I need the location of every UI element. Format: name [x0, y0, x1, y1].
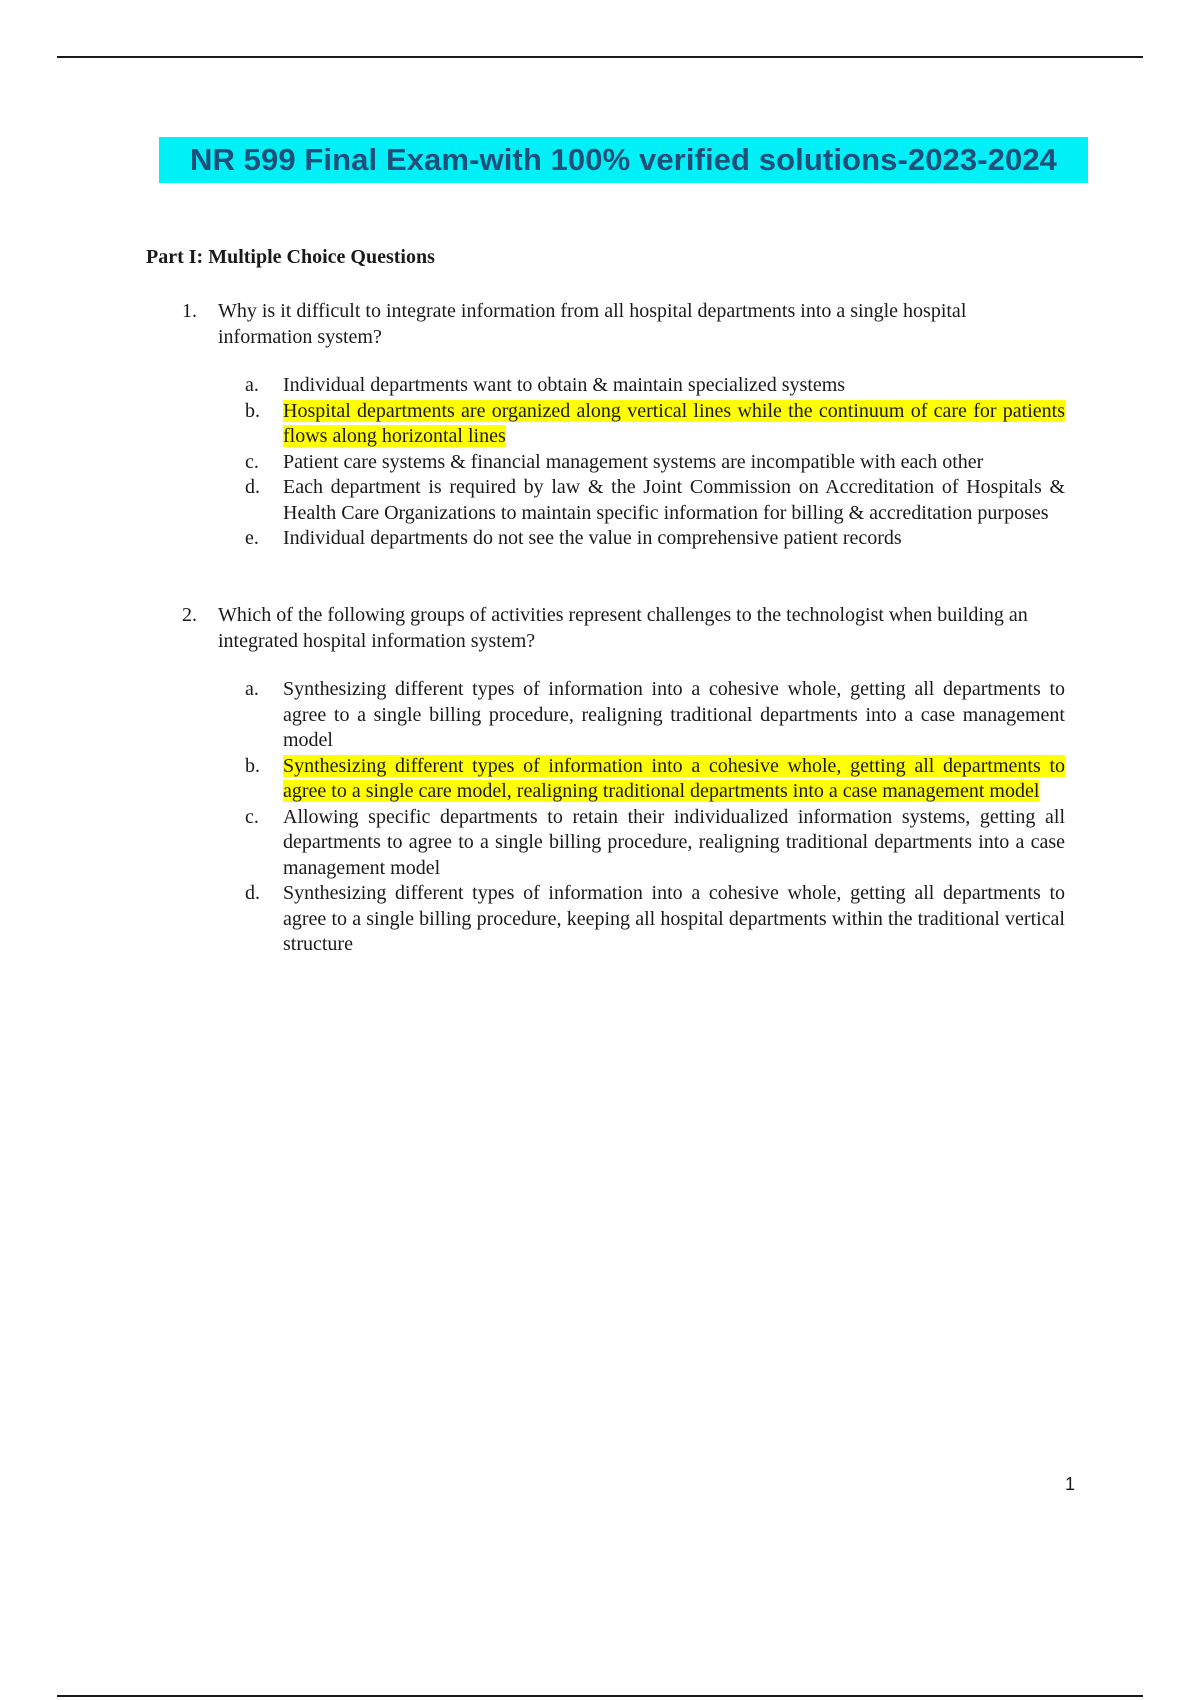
option-b-correct [245, 754, 1065, 805]
option-letter: d. [245, 882, 260, 904]
option-letter: e. [245, 527, 259, 549]
option-e [245, 526, 1065, 552]
option-letter: d. [245, 476, 260, 498]
option-text: Allowing specific departments to retain their individualized information systems, getting all departments to agree to a single billing procedure, realigning traditional departments into a case management model [283, 805, 1065, 879]
highlighted-answer: Hospital departments are organized along vertical lines while the continuum of care for patients flows along horizontal lines [283, 399, 1065, 447]
page-number: 1 [1065, 1474, 1076, 1494]
question-number: 1. [182, 300, 197, 322]
option-letter: a. [245, 678, 259, 700]
bottom-rule [57, 1695, 1143, 1697]
highlighted-answer: Synthesizing different types of information into a cohesive whole, getting all departments to agree to a single care model, realigning traditional departments into a case management model [283, 754, 1065, 802]
question-2 [182, 602, 1082, 958]
option-text: Synthesizing different types of information into a cohesive whole, getting all departments to agree to a single billing procedure, realigning traditional departments into a case management model [283, 678, 1065, 751]
option-letter: b. [245, 754, 260, 777]
option-c [245, 805, 1065, 882]
option-text: Synthesizing different types of information into a cohesive whole, getting all departments to agree to a single billing procedure, keeping all hospital departments within the traditional vertical structure [283, 882, 1065, 955]
question-text: Which of the following groups of activities represent challenges to the technologist when building an integrated hospital information system? [218, 604, 1028, 652]
option-d [245, 475, 1065, 526]
option-c [245, 450, 1065, 476]
section-heading: Part I: Multiple Choice Questions [146, 246, 435, 268]
option-a [245, 677, 1065, 754]
option-b-correct [245, 399, 1065, 450]
title-highlight [159, 137, 1088, 183]
answer-options [245, 677, 1065, 958]
option-letter: a. [245, 374, 259, 396]
answer-options [245, 373, 1065, 552]
option-text [283, 754, 1065, 805]
option-text: Individual departments do not see the value in comprehensive patient records [283, 527, 902, 549]
option-letter: b. [245, 399, 260, 422]
option-letter: c. [245, 805, 259, 828]
option-d [245, 881, 1065, 958]
question-text: Why is it difficult to integrate information from all hospital departments into a single hospital information system? [218, 300, 967, 348]
option-text: Each department is required by law & the Joint Commission on Accreditation of Hospitals & Health Care Organizations to maintain specific information for billing & accreditation purposes [283, 476, 1065, 524]
option-a [245, 373, 1065, 399]
option-text: Individual departments want to obtain & maintain specialized systems [283, 374, 846, 396]
option-letter: c. [245, 450, 259, 473]
option-text [283, 399, 1065, 450]
top-rule [57, 56, 1143, 58]
option-text: Patient care systems & financial management systems are incompatible with each other [283, 450, 984, 473]
question-1 [182, 298, 1082, 552]
document-title: NR 599 Final Exam-with 100% verified solutions-2023-2024 [189, 142, 1058, 177]
question-number: 2. [182, 604, 197, 626]
